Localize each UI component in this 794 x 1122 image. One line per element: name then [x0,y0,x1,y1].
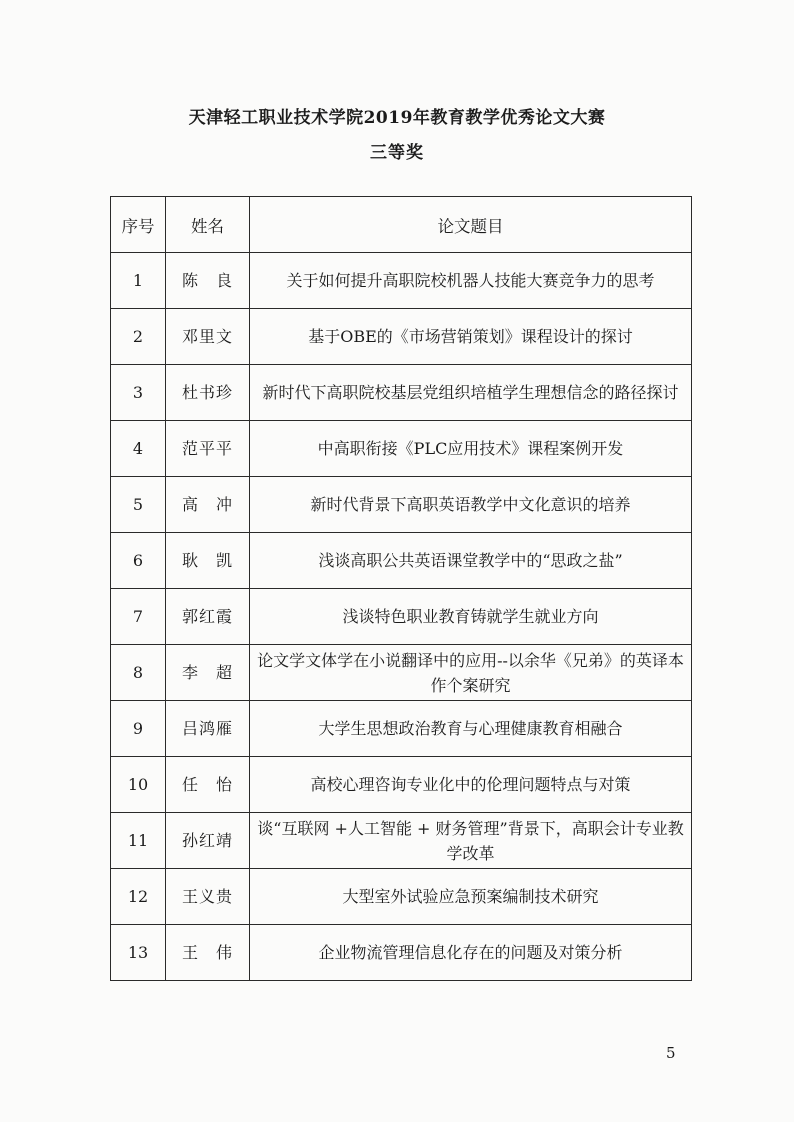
row-num: 12 [111,869,166,925]
row-title: 新时代背景下高职英语教学中文化意识的培养 [250,477,692,533]
row-num: 7 [111,589,166,645]
row-num: 6 [111,533,166,589]
row-title: 新时代下高职院校基层党组织培植学生理想信念的路径探讨 [250,365,692,421]
table-row [111,757,692,813]
row-num: 2 [111,309,166,365]
award-table [110,196,692,981]
table-row [111,869,692,925]
header-name: 姓名 [166,197,250,253]
row-name: 陈 良 [166,253,250,309]
row-title: 基于OBE的《市场营销策划》课程设计的探讨 [250,309,692,365]
row-num: 13 [111,925,166,981]
table-row [111,309,692,365]
row-num: 9 [111,701,166,757]
row-title: 企业物流管理信息化存在的问题及对策分析 [250,925,692,981]
table-row [111,645,692,701]
row-num: 1 [111,253,166,309]
row-name: 范平平 [166,421,250,477]
row-name: 王义贵 [166,869,250,925]
table-row [111,365,692,421]
row-name: 任 怡 [166,757,250,813]
table-row [111,813,692,869]
table-row [111,421,692,477]
row-title: 谈“互联网 +人工智能 + 财务管理”背景下，高职会计专业教学改革 [250,813,692,869]
table-header-row [111,197,692,253]
document-title: 天津轻工职业技术学院2019年教育教学优秀论文大赛 [188,108,606,128]
row-title: 论文学文体学在小说翻译中的应用--以余华《兄弟》的英译本作个案研究 [250,645,692,701]
row-name: 耿 凯 [166,533,250,589]
table-row [111,253,692,309]
header-num: 序号 [111,197,166,253]
table-row [111,925,692,981]
table-row [111,701,692,757]
row-name: 郭红霞 [166,589,250,645]
row-name: 杜书珍 [166,365,250,421]
row-num: 5 [111,477,166,533]
row-name: 邓里文 [166,309,250,365]
row-title: 大学生思想政治教育与心理健康教育相融合 [250,701,692,757]
row-title: 浅谈特色职业教育铸就学生就业方向 [250,589,692,645]
row-name: 王 伟 [166,925,250,981]
row-name: 吕鸿雁 [166,701,250,757]
header-title: 论文题目 [250,197,692,253]
row-num: 10 [111,757,166,813]
table-row [111,477,692,533]
award-level: 三等奖 [370,143,424,163]
table-row [111,589,692,645]
table-row [111,533,692,589]
row-num: 4 [111,421,166,477]
page-number: 5 [666,1044,676,1062]
row-title: 关于如何提升高职院校机器人技能大赛竞争力的思考 [250,253,692,309]
row-name: 孙红靖 [166,813,250,869]
row-title: 浅谈高职公共英语课堂教学中的“思政之盐” [250,533,692,589]
row-name: 高 冲 [166,477,250,533]
row-title: 大型室外试验应急预案编制技术研究 [250,869,692,925]
row-title: 高校心理咨询专业化中的伦理问题特点与对策 [250,757,692,813]
row-num: 3 [111,365,166,421]
row-title: 中高职衔接《PLC应用技术》课程案例开发 [250,421,692,477]
row-name: 李 超 [166,645,250,701]
row-num: 11 [111,813,166,869]
row-num: 8 [111,645,166,701]
